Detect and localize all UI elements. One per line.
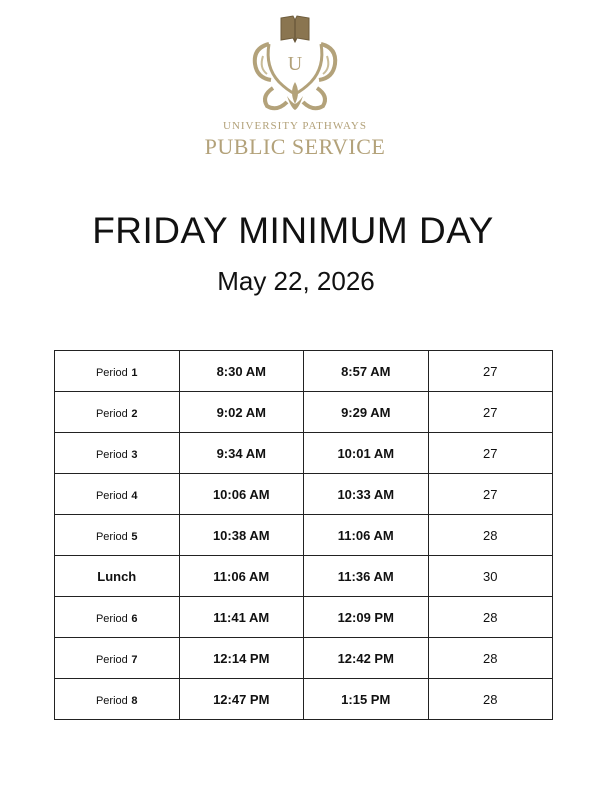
table-row	[55, 392, 553, 433]
duration-cell: 28	[428, 515, 553, 556]
table-row	[55, 515, 553, 556]
start-time-cell: 11:41 AM	[179, 597, 304, 638]
period-label: Period	[95, 489, 128, 502]
end-time-cell: 12:09 PM	[304, 597, 429, 638]
period-cell	[55, 515, 180, 556]
duration-cell: 28	[428, 638, 553, 679]
table-row	[55, 556, 553, 597]
duration-cell: 27	[428, 351, 553, 392]
duration-cell: 30	[428, 556, 553, 597]
end-time-cell: 8:57 AM	[304, 351, 429, 392]
period-cell	[55, 597, 180, 638]
period-number: 1	[131, 366, 138, 379]
table-row	[55, 597, 553, 638]
period-label: Period	[95, 530, 128, 543]
end-time-cell: 11:06 AM	[304, 515, 429, 556]
period-number: 4	[131, 489, 138, 502]
school-logo	[195, 12, 395, 162]
period-cell	[55, 556, 180, 597]
start-time-cell: 10:38 AM	[179, 515, 304, 556]
start-time-cell: 12:47 PM	[179, 679, 304, 720]
period-cell	[55, 679, 180, 720]
period-label: Period	[95, 694, 128, 707]
duration-cell: 27	[428, 433, 553, 474]
end-time-cell: 12:42 PM	[304, 638, 429, 679]
end-time-cell: 10:33 AM	[304, 474, 429, 515]
logo-line-1: UNIVERSITY PATHWAYS	[223, 120, 367, 132]
duration-cell: 28	[428, 679, 553, 720]
period-label: Period	[95, 653, 128, 666]
start-time-cell: 12:14 PM	[179, 638, 304, 679]
schedule-table	[54, 350, 553, 720]
period-cell	[55, 392, 180, 433]
start-time-cell: 9:02 AM	[179, 392, 304, 433]
duration-cell: 27	[428, 392, 553, 433]
period-cell	[55, 351, 180, 392]
duration-cell: 28	[428, 597, 553, 638]
period-cell	[55, 433, 180, 474]
period-cell	[55, 474, 180, 515]
svg-text:U: U	[287, 53, 303, 75]
period-label: Period	[95, 366, 128, 379]
logo-line-2: PUBLIC SERVICE	[204, 134, 386, 159]
period-cell	[55, 638, 180, 679]
lunch-label: Lunch	[97, 568, 137, 584]
end-time-cell: 10:01 AM	[304, 433, 429, 474]
table-row	[55, 474, 553, 515]
period-number: 2	[131, 407, 138, 420]
period-label: Period	[95, 407, 128, 420]
period-number: 6	[131, 612, 138, 625]
table-row	[55, 638, 553, 679]
start-time-cell: 10:06 AM	[179, 474, 304, 515]
period-number: 5	[131, 530, 138, 543]
start-time-cell: 11:06 AM	[179, 556, 304, 597]
period-label: Period	[95, 448, 128, 461]
table-row	[55, 433, 553, 474]
start-time-cell: 9:34 AM	[179, 433, 304, 474]
end-time-cell: 11:36 AM	[304, 556, 429, 597]
table-row	[55, 351, 553, 392]
page-title: FRIDAY MINIMUM DAY	[92, 210, 494, 251]
start-time-cell: 8:30 AM	[179, 351, 304, 392]
period-label: Period	[95, 612, 128, 625]
period-number: 7	[131, 653, 138, 666]
end-time-cell: 9:29 AM	[304, 392, 429, 433]
period-number: 3	[131, 448, 138, 461]
table-row	[55, 679, 553, 720]
end-time-cell: 1:15 PM	[304, 679, 429, 720]
period-number: 8	[131, 694, 138, 707]
duration-cell: 27	[428, 474, 553, 515]
crest-icon	[195, 12, 395, 117]
page-date: May 22, 2026	[217, 266, 375, 296]
